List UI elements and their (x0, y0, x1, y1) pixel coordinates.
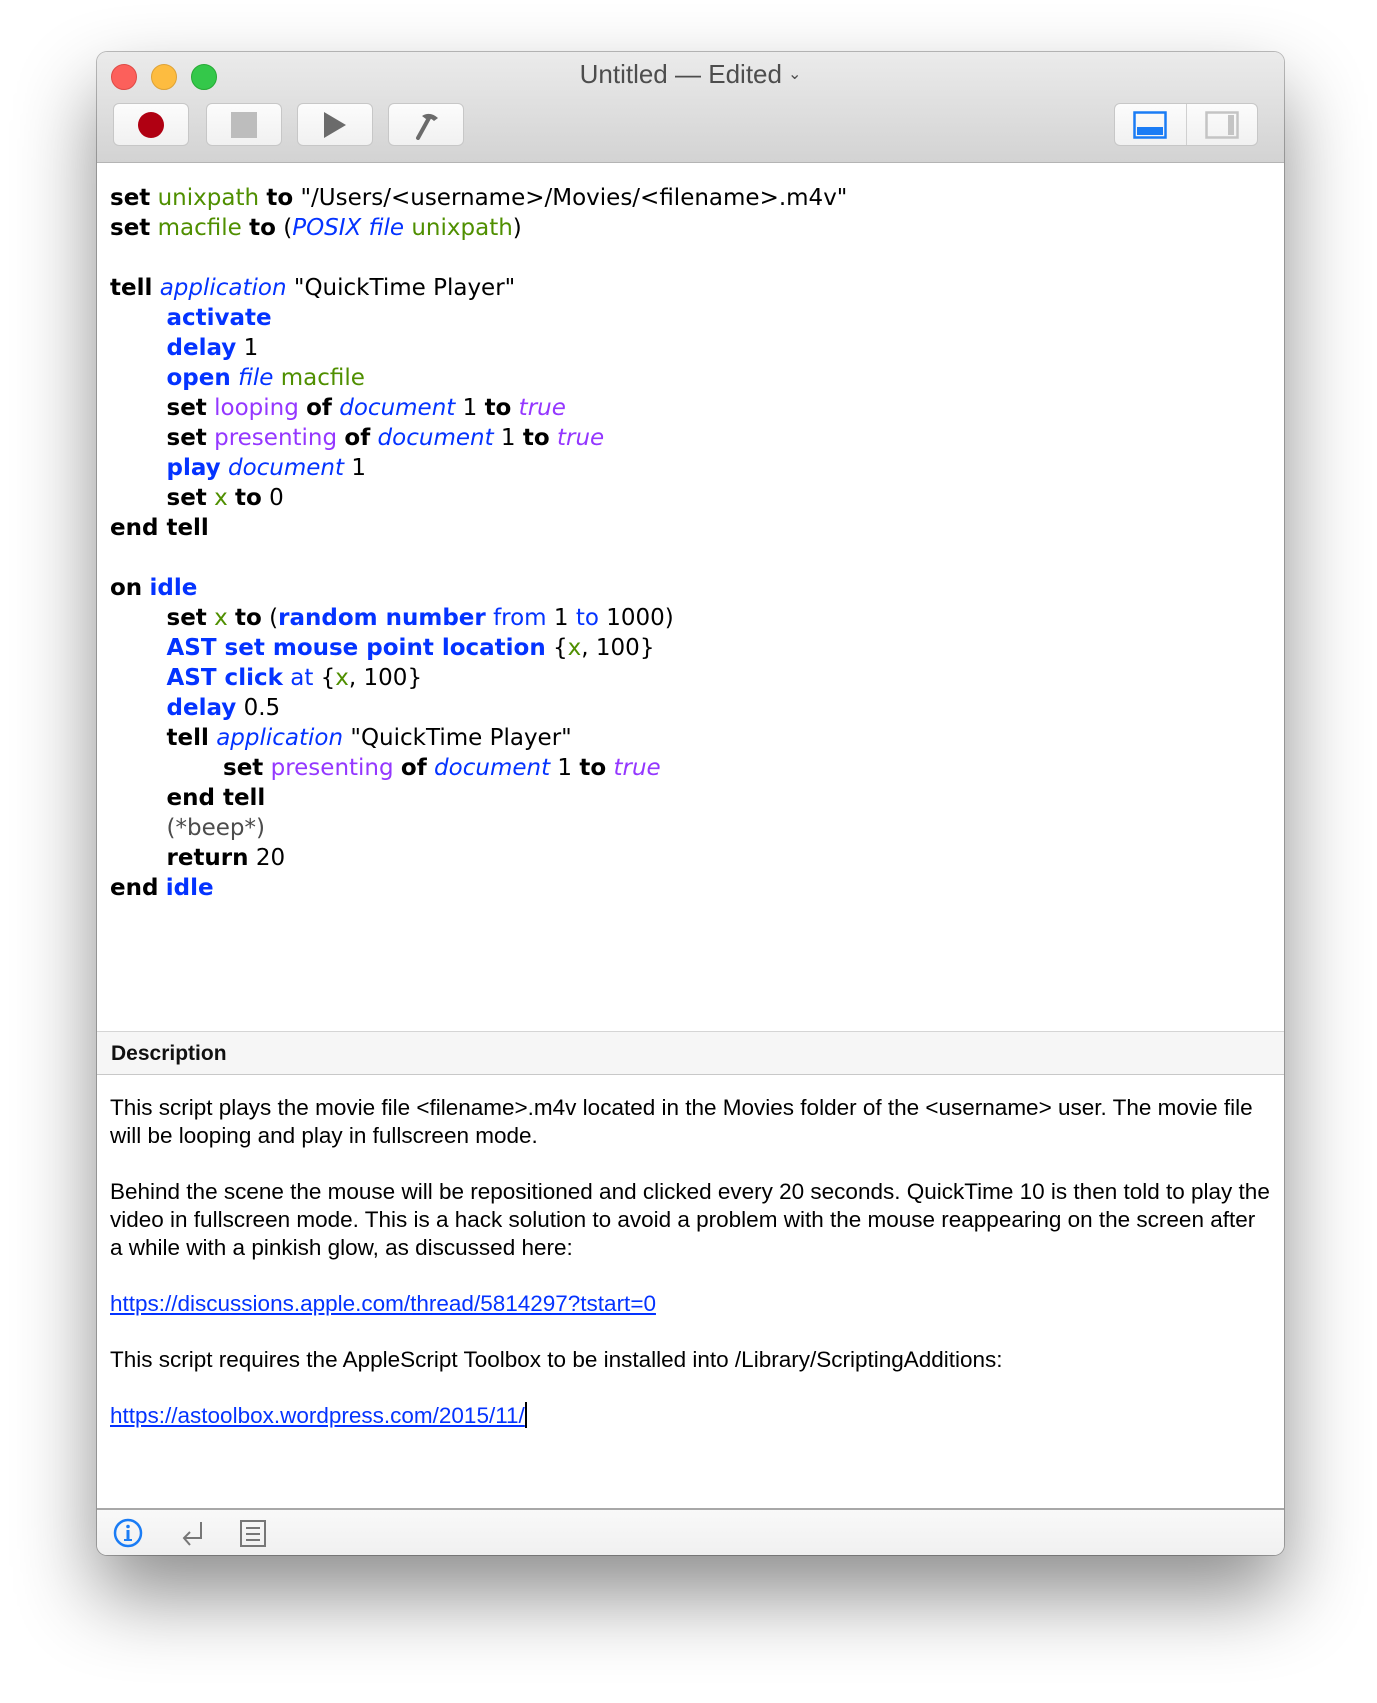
code-line (110, 723, 1284, 753)
code-token-cmd: AST click (166, 665, 283, 691)
code-token-pl (152, 275, 159, 301)
code-token-pl (150, 215, 157, 241)
code-token-var: macfile (157, 215, 242, 241)
code-token-kw: to (522, 425, 550, 451)
code-token-kw: end tell (166, 785, 266, 811)
code-token-pl (142, 575, 149, 601)
code-token-kw: to (579, 755, 607, 781)
bottom-bar (97, 1508, 1284, 1555)
code-token-kw: end tell (110, 515, 209, 541)
code-token-kw: set (223, 755, 264, 781)
code-token-kw: to (249, 215, 276, 241)
code-token-cmd: random number (278, 605, 486, 631)
code-token-pl: "/Users/<username>/Movies/<filename>.m4v" (293, 185, 848, 211)
titlebar (97, 52, 1284, 163)
document-status: Edited (708, 59, 782, 89)
code-line (110, 393, 1284, 423)
code-token-cmd: AST set mouse point location (166, 635, 546, 661)
code-token-var: macfile (280, 365, 365, 391)
code-token-kw: to (266, 185, 294, 211)
astoolbox-link[interactable]: https://astoolbox.wordpress.com/2015/11/ (110, 1403, 525, 1428)
code-token-pl (158, 875, 165, 901)
code-token-kw: tell (110, 275, 153, 301)
code-line (110, 573, 1284, 603)
code-token-val: true (518, 395, 566, 421)
code-token-cmd: delay (166, 695, 237, 721)
code-token-pl (394, 755, 401, 781)
description-paragraph: This script plays the movie file <filename>.m4v located in the Movies folder of the <username> user. The movie file will be looping and play in fullscreen mode. (110, 1095, 1253, 1148)
code-line (110, 183, 1284, 213)
compile-button[interactable] (388, 103, 464, 146)
code-token-prop: presenting (270, 755, 394, 781)
code-token-pl (207, 425, 214, 451)
code-token-kw: to (235, 485, 262, 511)
description-paragraph: Behind the scene the mouse will be repositioned and clicked every 20 seconds. QuickTime 10 is then told to play the video in fullscreen mode. This is a hack solution to avoid a problem with the mouse reappearing on the screen after a while with a pinkish glow, as discussed here: (110, 1179, 1270, 1260)
code-token-pl: 0 (261, 485, 284, 511)
code-token-pl: ( (261, 605, 279, 631)
code-line (110, 513, 1284, 543)
code-line (110, 783, 1284, 813)
code-token-kw: set (166, 605, 207, 631)
code-token-kw: of (344, 425, 371, 451)
code-token-pl (228, 485, 235, 511)
code-token-cls: application (216, 725, 344, 751)
chevron-down-icon: ⌄ (787, 66, 802, 83)
code-token-cmd: activate (166, 305, 272, 331)
text-cursor (525, 1402, 527, 1428)
code-token-kw: set (166, 485, 207, 511)
code-token-kw: of (400, 755, 427, 781)
code-token-cls: POSIX file (292, 215, 405, 241)
code-token-evt: from (493, 605, 547, 631)
code-line (110, 483, 1284, 513)
description-pane[interactable] (97, 1076, 1284, 1510)
code-token-kw: to (484, 395, 512, 421)
side-pane-icon (1205, 111, 1239, 139)
code-token-pl: 20 (248, 845, 286, 871)
code-line (110, 453, 1284, 483)
code-line (110, 873, 1284, 903)
code-token-pl: ) (512, 215, 522, 241)
code-token-cls: document (339, 395, 456, 421)
code-line (110, 813, 1284, 843)
code-token-pl: 0.5 (236, 695, 281, 721)
code-token-var: x (214, 485, 228, 511)
code-token-pl (207, 395, 214, 421)
code-token-kw: set (110, 215, 151, 241)
discussion-link[interactable]: https://discussions.apple.com/thread/5814297?tstart=0 (110, 1291, 656, 1316)
code-line (110, 333, 1284, 363)
code-line (110, 303, 1284, 333)
code-token-val: true (556, 425, 605, 451)
code-token-pl (242, 215, 249, 241)
code-token-var: x (214, 605, 228, 631)
code-token-cls: file (238, 365, 274, 391)
code-token-pl: ( (275, 215, 293, 241)
code-token-var: x (335, 665, 349, 691)
code-token-pl: "QuickTime Player" (286, 275, 516, 301)
code-token-pl (370, 425, 377, 451)
code-token-pl (221, 455, 228, 481)
code-line (110, 243, 1284, 273)
code-token-cmt: (*beep*) (166, 815, 265, 841)
code-line (110, 753, 1284, 783)
code-token-kw: on (110, 575, 143, 601)
script-editor[interactable] (97, 163, 1284, 1031)
code-token-pl (511, 395, 518, 421)
code-token-pl (150, 185, 157, 211)
return-icon (179, 1518, 207, 1548)
code-token-pl: 1 (344, 455, 366, 481)
code-line (110, 273, 1284, 303)
log-tab-button[interactable] (239, 1518, 267, 1548)
run-button[interactable] (297, 103, 373, 146)
code-token-pl (273, 365, 280, 391)
code-token-pl (207, 605, 214, 631)
description-tab-button[interactable] (113, 1518, 143, 1548)
stop-button[interactable] (206, 103, 282, 146)
record-button[interactable] (113, 103, 189, 146)
code-line (110, 693, 1284, 723)
code-token-pl: { (313, 665, 336, 691)
code-line (110, 543, 1284, 573)
info-icon (113, 1518, 143, 1548)
stop-icon (231, 112, 257, 138)
code-token-pl: "QuickTime Player" (343, 725, 572, 751)
show-side-pane-button[interactable] (1186, 104, 1258, 145)
code-token-pl (263, 755, 270, 781)
code-token-evt: to (575, 605, 599, 631)
code-line (110, 423, 1284, 453)
code-token-pl (486, 605, 493, 631)
code-token-kw: end (110, 875, 159, 901)
code-line (110, 363, 1284, 393)
list-icon (239, 1518, 267, 1548)
code-token-pl: { (545, 635, 568, 661)
code-token-kw: set (166, 395, 207, 421)
code-line (110, 663, 1284, 693)
show-bottom-pane-button[interactable] (1115, 104, 1186, 145)
code-token-kw: tell (166, 725, 209, 751)
code-token-evt: at (290, 665, 314, 691)
code-token-cls: document (434, 755, 551, 781)
code-token-var: unixpath (411, 215, 513, 241)
code-token-cmd: idle (165, 875, 214, 901)
code-token-prop: presenting (214, 425, 338, 451)
view-toggle (1114, 103, 1258, 146)
hammer-icon (412, 110, 440, 140)
description-paragraph: This script requires the AppleScript Toolbox to be installed into /Library/ScriptingAdditions: (110, 1347, 1003, 1372)
code-token-pl (427, 755, 434, 781)
code-token-pl: 1 (455, 395, 485, 421)
code-token-val: true (613, 755, 661, 781)
code-token-pl: 1 (550, 755, 580, 781)
bottom-pane-icon (1133, 111, 1167, 139)
code-token-var: unixpath (157, 185, 260, 211)
code-token-cmd: idle (149, 575, 198, 601)
description-heading: Description (97, 1031, 1284, 1075)
script-editor-window (97, 52, 1284, 1555)
code-token-kw: to (235, 605, 262, 631)
title-separator: — (675, 59, 701, 89)
code-token-pl (231, 365, 238, 391)
code-token-pl: , 100} (581, 635, 655, 661)
code-token-pl: 1 (546, 605, 576, 631)
code-token-var: x (567, 635, 582, 661)
code-token-kw: of (306, 395, 332, 421)
code-line (110, 603, 1284, 633)
code-token-cmd: open (166, 365, 231, 391)
code-token-pl: , 100} (348, 665, 423, 691)
code-line (110, 633, 1284, 663)
code-token-pl: 1 (493, 425, 523, 451)
code-token-cmd: delay (166, 335, 237, 361)
code-token-kw: return (166, 845, 249, 871)
code-token-kw: set (166, 425, 207, 451)
play-icon (322, 111, 348, 139)
code-token-prop: looping (214, 395, 299, 421)
code-line (110, 213, 1284, 243)
code-token-pl (228, 605, 235, 631)
code-token-pl (207, 485, 214, 511)
code-token-kw: set (110, 185, 151, 211)
code-token-cls: document (377, 425, 494, 451)
code-token-cmd: play (166, 455, 221, 481)
code-line (110, 843, 1284, 873)
window-title[interactable] (97, 59, 1284, 90)
code-token-cls: document (227, 455, 345, 481)
code-token-pl (550, 425, 557, 451)
code-token-pl: 1000) (598, 605, 674, 631)
record-icon (138, 112, 164, 138)
code-token-cls: application (159, 275, 287, 301)
result-tab-button[interactable] (179, 1518, 207, 1548)
document-name: Untitled (579, 59, 668, 89)
code-token-pl: 1 (236, 335, 259, 361)
